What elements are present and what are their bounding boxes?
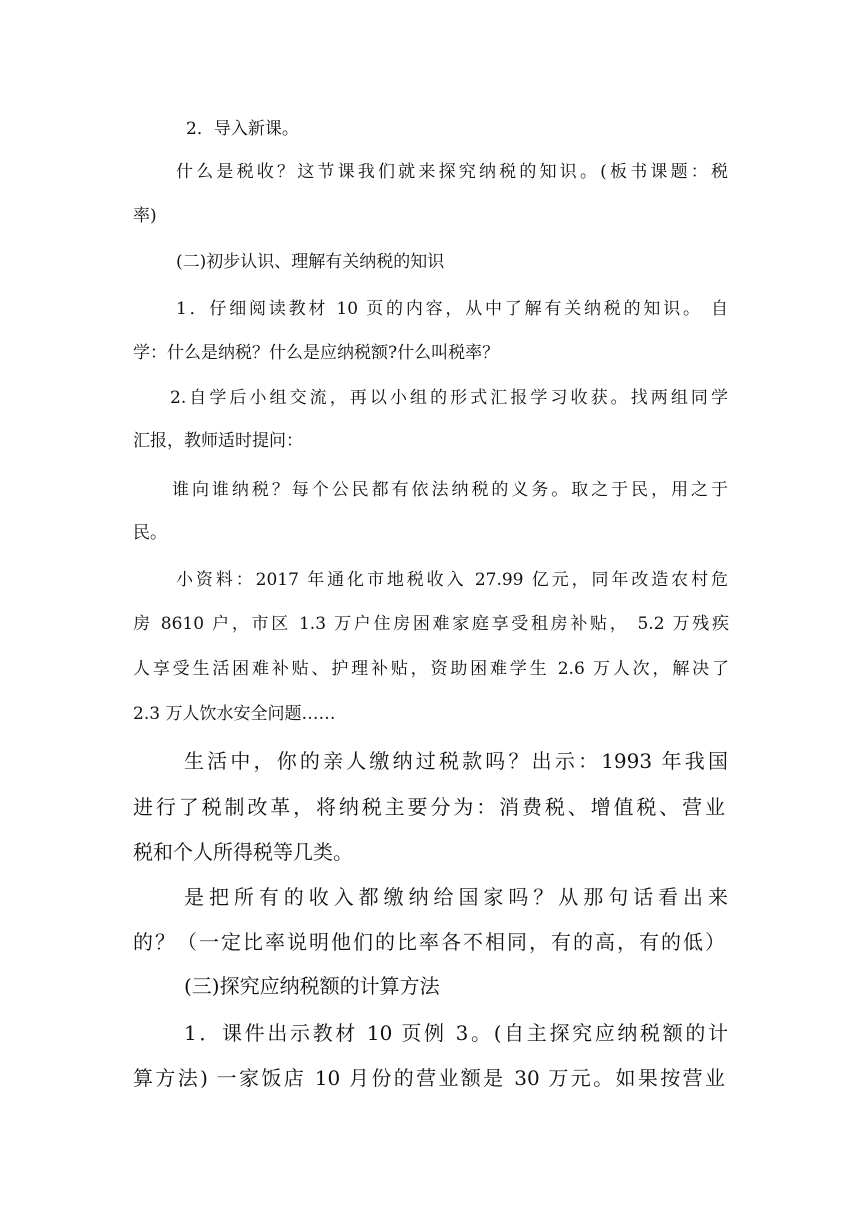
paragraph-line: 房 8610 户，市区 1.3 万户住房困难家庭享受租房补贴， 5.2 万残疾 (133, 614, 729, 634)
paragraph-line: 谁向谁纳税？每个公民都有依法纳税的义务。取之于民，用之于 (172, 480, 728, 500)
paragraph-line: 2.自学后小组交流，再以小组的形式汇报学习收获。找两组同学 (170, 388, 728, 408)
paragraph-line: 进行了税制改革，将纳税主要分为：消费税、增值税、营业 (133, 795, 725, 819)
paragraph-line: 生活中，你的亲人缴纳过税款吗？出示：1993 年我国 (184, 749, 728, 773)
section-heading-new-lesson: 2．导入新课。 (186, 119, 299, 139)
paragraph-line: 民。 (133, 523, 167, 543)
paragraph-line: 汇报，教师适时提问： (133, 431, 303, 451)
section-heading-initial-understanding: (二)初步认识、理解有关纳税的知识 (176, 252, 445, 272)
paragraph-line: 什么是税收？这节课我们就来探究纳税的知识。(板书课题：税 (176, 162, 728, 182)
paragraph-line: 税和个人所得税等几类。 (133, 840, 353, 864)
paragraph-line: 1．仔细阅读教材 10 页的内容，从中了解有关纳税的知识。 自 (176, 299, 728, 319)
paragraph-line: 是把所有的收入都缴纳给国家吗？从那句话看出来 (184, 885, 728, 909)
paragraph-line: 人享受生活困难补贴、护理补贴，资助困难学生 2.6 万人次，解决了 (133, 659, 729, 679)
paragraph-line: 2.3 万人饮水安全问题…… (133, 704, 336, 724)
paragraph-line: 1．课件出示教材 10 页例 3。(自主探究应纳税额的计 (184, 1021, 728, 1045)
section-heading-tax-calculation: (三)探究应纳税额的计算方法 (184, 974, 440, 998)
paragraph-line: 学：什么是纳税？什么是应纳税额?什么叫税率？ (133, 343, 500, 363)
paragraph-line: 小资料：2017 年通化市地税收入 27.99 亿元，同年改造农村危 (176, 570, 728, 590)
paragraph-line: 的？（一定比率说明他们的比率各不相同，有的高，有的低） (133, 930, 725, 954)
paragraph-line: 率) (133, 206, 157, 226)
paragraph-line: 算方法) 一家饭店 10 月份的营业额是 30 万元。如果按营业 (133, 1066, 725, 1090)
